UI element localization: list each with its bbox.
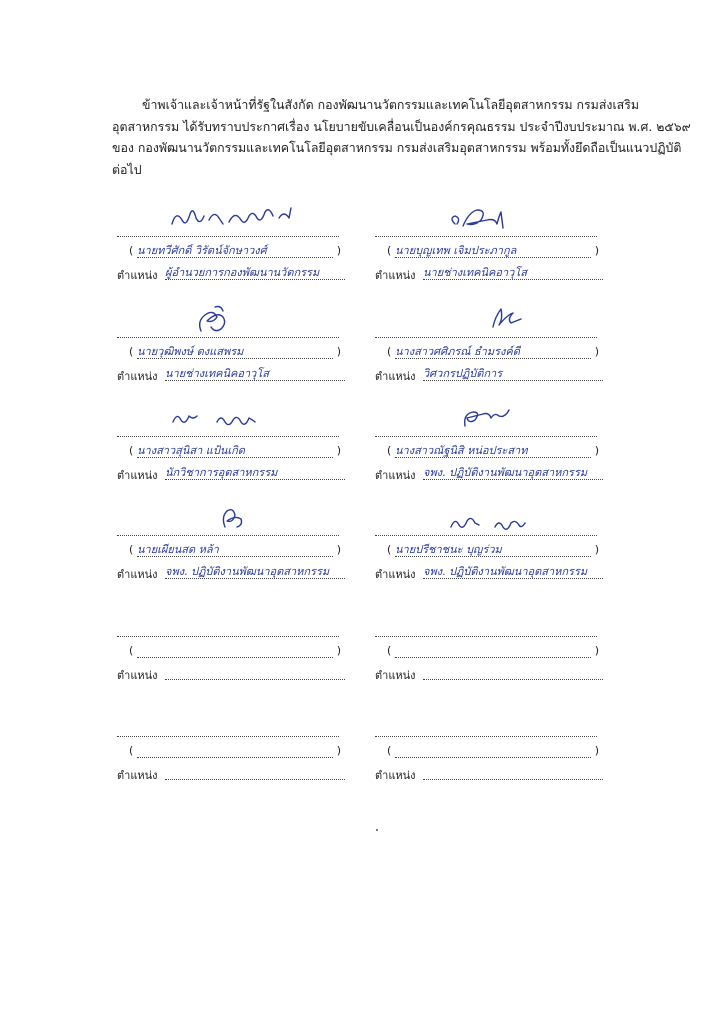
name-row: ( นายปรีชาชนะ บุญร่วม ) [387, 543, 599, 556]
signature-block-4 [375, 299, 607, 383]
intro-paragraph [112, 94, 691, 180]
position-label: ตำแหน่ง [375, 669, 416, 682]
signatory-name: นายทวีศักดิ์ วิรัตน์จักษาวงศ์ [137, 244, 333, 258]
position-label: ตำแหน่ง [375, 568, 416, 581]
position-label: ตำแหน่ง [117, 370, 158, 383]
signatory-position: นักวิชาการอุตสาหกรรม [165, 466, 345, 480]
position-row [375, 266, 607, 282]
handwritten-signature-1 [117, 198, 349, 234]
position-label: ตำแหน่ง [375, 370, 416, 383]
intro-line-3: ของ กองพัฒนานวัตกรรมและเทคโนโลยีอุตสาหกรรม กรมส่งเสริมอุตสาหกรรม พร้อมทั้งยึดถือเป็นแนวปฏิบัติ [112, 140, 682, 155]
signatory-name [395, 744, 591, 758]
position-row [117, 466, 349, 482]
signatory-name: นายบุญเทพ เจิมประภากูล [395, 244, 591, 258]
stray-mark [376, 829, 378, 831]
signature-line [117, 636, 339, 637]
signature-line [375, 535, 597, 536]
signature-line [117, 236, 339, 237]
signature-line [375, 337, 597, 338]
signatory-position: นายช่างเทคนิคอาวุโส [423, 266, 603, 280]
signatory-name [395, 644, 591, 658]
handwritten-signature-8 [375, 497, 607, 533]
signature-block-11 [117, 698, 349, 782]
signature-block-9 [117, 598, 349, 682]
position-label: ตำแหน่ง [375, 769, 416, 782]
name-row: ( ) [129, 744, 341, 757]
signatory-position: วิศวกรปฏิบัติการ [423, 367, 603, 381]
position-row [375, 666, 607, 682]
signature-line [375, 736, 597, 737]
handwritten-signature-5 [117, 398, 349, 434]
position-row [117, 766, 349, 782]
signatory-name: นายวุฒิพงษ์ ตงแสพรม [137, 345, 333, 359]
signatory-name [137, 644, 333, 658]
signatory-name: นายปรีชาชนะ บุญร่วม [395, 543, 591, 557]
signature-block-7 [117, 497, 349, 581]
position-row [117, 266, 349, 282]
signatory-name: นายเผียนสด หล้า [137, 543, 333, 557]
name-row: ( นายเผียนสด หล้า ) [129, 543, 341, 556]
signature-line [117, 337, 339, 338]
signatory-position: จพง. ปฏิบัติงานพัฒนาอุตสาหกรรม [423, 565, 603, 579]
position-row [375, 565, 607, 581]
name-row: ( ) [129, 644, 341, 657]
handwritten-signature-2 [375, 198, 607, 234]
signature-line [117, 535, 339, 536]
signature-line [117, 736, 339, 737]
position-label: ตำแหน่ง [117, 769, 158, 782]
signatory-position: นายช่างเทคนิคอาวุโส [165, 367, 345, 381]
signatory-position [423, 666, 603, 680]
signatory-position [165, 766, 345, 780]
signature-block-3 [117, 299, 349, 383]
signatory-position [165, 666, 345, 680]
signature-line [375, 636, 597, 637]
intro-line-4: ต่อไป [112, 161, 142, 177]
signature-block-8 [375, 497, 607, 581]
signature-block-6 [375, 398, 607, 482]
name-row: ( นางสาวณัฐนิสิ หน่อประสาท ) [387, 444, 599, 457]
position-label: ตำแหน่ง [375, 469, 416, 482]
position-row [375, 766, 607, 782]
position-row [117, 565, 349, 581]
signature-block-10 [375, 598, 607, 682]
signatory-position: จพง. ปฏิบัติงานพัฒนาอุตสาหกรรม [165, 565, 345, 579]
position-label: ตำแหน่ง [117, 568, 158, 581]
signature-block-2 [375, 198, 607, 282]
name-row: ( นายทวีศักดิ์ วิรัตน์จักษาวงศ์ ) [129, 244, 341, 257]
handwritten-signature-4 [375, 299, 607, 335]
intro-line-1: ข้าพเจ้าและเจ้าหน้าที่รัฐในสังกัด กองพัฒนานวัตกรรมและเทคโนโลยีอุตสาหกรรม กรมส่งเสริม [142, 97, 640, 112]
intro-line-2: อุตสาหกรรม ได้รับทราบประกาศเรื่อง นโยบายขับเคลื่อนเป็นองค์กรคุณธรรม ประจำปีงบประมาณ พ.ศ. ๒๕๖๙ [112, 118, 691, 134]
position-row [375, 466, 607, 482]
position-row [117, 666, 349, 682]
position-label: ตำแหน่ง [117, 669, 158, 682]
signatory-name: นางสาวศศิภรณ์ ธำมรงค์ดี [395, 345, 591, 359]
name-row: ( นายวุฒิพงษ์ ตงแสพรม ) [129, 345, 341, 358]
handwritten-signature-7 [117, 497, 349, 533]
signature-block-1 [117, 198, 349, 282]
name-row: ( ) [387, 744, 599, 757]
signature-line [117, 436, 339, 437]
name-row: ( นายบุญเทพ เจิมประภากูล ) [387, 244, 599, 257]
position-label: ตำแหน่ง [117, 269, 158, 282]
signature-line [375, 436, 597, 437]
signatory-position: ผู้อำนวยการกองพัฒนานวัตกรรม [165, 266, 345, 280]
position-row [117, 367, 349, 383]
signatory-name [137, 744, 333, 758]
signatory-position [423, 766, 603, 780]
signatory-position: จพง. ปฏิบัติงานพัฒนาอุตสาหกรรม [423, 466, 603, 480]
signature-block-5 [117, 398, 349, 482]
signatory-name: นางสาวณัฐนิสิ หน่อประสาท [395, 444, 591, 458]
name-row: ( นางสาวสุนิสา แป้นเกิด ) [129, 444, 341, 457]
handwritten-signature-3 [117, 299, 349, 335]
position-row [375, 367, 607, 383]
position-label: ตำแหน่ง [375, 269, 416, 282]
signature-block-12 [375, 698, 607, 782]
position-label: ตำแหน่ง [117, 469, 158, 482]
signatory-name: นางสาวสุนิสา แป้นเกิด [137, 444, 333, 458]
signature-line [375, 236, 597, 237]
handwritten-signature-6 [375, 398, 607, 434]
name-row: ( ) [387, 644, 599, 657]
name-row: ( นางสาวศศิภรณ์ ธำมรงค์ดี ) [387, 345, 599, 358]
